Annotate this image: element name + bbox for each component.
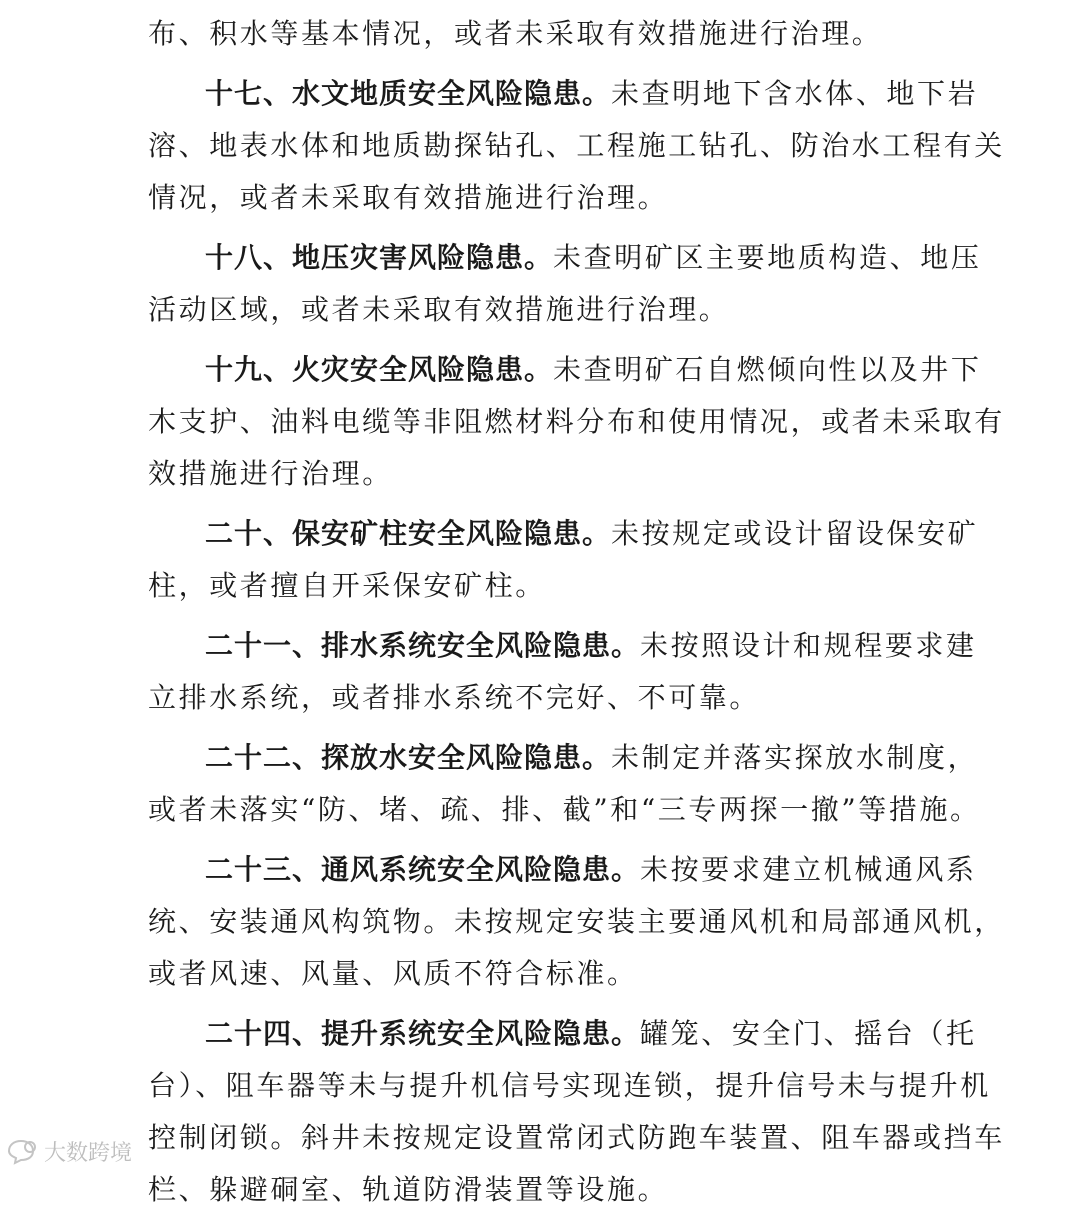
section-text: 未按要求建立机械通风系 bbox=[640, 853, 977, 886]
paragraph-line: 或者未落实“防、堵、疏、排、截”和“三专两探一撤”等措施。 bbox=[148, 793, 981, 826]
paragraph-line bbox=[148, 732, 979, 784]
section-heading: 十七、水文地质安全风险隐患。 bbox=[205, 77, 612, 110]
paragraph-23 bbox=[148, 844, 1005, 1000]
paragraph-line bbox=[148, 344, 982, 396]
section-heading: 二十、保安矿柱安全风险隐患。 bbox=[205, 517, 612, 550]
paragraph-18 bbox=[148, 232, 982, 336]
chat-bubble-icon bbox=[6, 1139, 40, 1165]
section-text: 未按照设计和规程要求建 bbox=[640, 629, 977, 662]
paragraph-22 bbox=[148, 732, 981, 836]
section-text: 未查明地下含水体、地下岩 bbox=[611, 77, 979, 110]
paragraph-line: 情况，或者未采取有效措施进行治理。 bbox=[148, 181, 669, 214]
paragraph-line: 效措施进行治理。 bbox=[148, 457, 393, 490]
paragraph-24 bbox=[148, 1008, 1005, 1216]
paragraph-line bbox=[148, 508, 979, 560]
paragraph-line bbox=[148, 68, 979, 120]
paragraph-line: 统、安装通风构筑物。未按规定安装主要通风机和局部通风机， bbox=[148, 905, 1005, 938]
section-heading: 二十四、提升系统安全风险隐患。 bbox=[205, 1017, 641, 1050]
section-text: 未查明矿石自燃倾向性以及井下 bbox=[553, 353, 982, 386]
paragraph-20 bbox=[148, 508, 979, 612]
paragraph-17 bbox=[148, 68, 1005, 224]
paragraph-21 bbox=[148, 620, 977, 724]
section-heading: 二十一、排水系统安全风险隐患。 bbox=[205, 629, 641, 662]
paragraph-line bbox=[148, 620, 977, 672]
paragraph-line: 活动区域，或者未采取有效措施进行治理。 bbox=[148, 293, 730, 326]
section-text: 未制定并落实探放水制度， bbox=[611, 741, 979, 774]
watermark bbox=[6, 1136, 132, 1167]
paragraph-line bbox=[148, 1008, 977, 1060]
paragraph bbox=[148, 8, 948, 60]
paragraph-line bbox=[148, 232, 982, 284]
paragraph-line: 布、积水等基本情况，或者未采取有效措施进行治理。 bbox=[148, 17, 883, 50]
paragraph-line: 或者风速、风量、风质不符合标准。 bbox=[148, 957, 638, 990]
paragraph-line: 控制闭锁。斜井未按规定设置常闭式防跑车装置、阻车器或挡车 bbox=[148, 1121, 1005, 1154]
section-heading: 二十二、探放水安全风险隐患。 bbox=[205, 741, 612, 774]
paragraph-line: 立排水系统，或者排水系统不完好、不可靠。 bbox=[148, 681, 761, 714]
paragraph-19 bbox=[148, 344, 1005, 500]
section-text: 未按规定或设计留设保安矿 bbox=[611, 517, 979, 550]
paragraph-line: 柱，或者擅自开采保安矿柱。 bbox=[148, 569, 546, 602]
section-text: 罐笼、安全门、摇台（托 bbox=[640, 1017, 977, 1050]
section-heading: 二十三、通风系统安全风险隐患。 bbox=[205, 853, 641, 886]
section-heading: 十九、火灾安全风险隐患。 bbox=[205, 353, 554, 386]
section-heading: 十八、地压灾害风险隐患。 bbox=[205, 241, 554, 274]
paragraph-line: 木支护、油料电缆等非阻燃材料分布和使用情况，或者未采取有 bbox=[148, 405, 1005, 438]
paragraph-line: 台）、阻车器等未与提升机信号实现连锁，提升信号未与提升机 bbox=[148, 1069, 991, 1102]
paragraph-line bbox=[148, 844, 977, 896]
document-body bbox=[148, 8, 1005, 1224]
section-text: 未查明矿区主要地质构造、地压 bbox=[553, 241, 982, 274]
paragraph-line: 栏、躲避硐室、轨道防滑装置等设施。 bbox=[148, 1173, 669, 1206]
watermark-text: 大数跨境 bbox=[44, 1141, 133, 1166]
paragraph-line: 溶、地表水体和地质勘探钻孔、工程施工钻孔、防治水工程有关 bbox=[148, 129, 1005, 162]
